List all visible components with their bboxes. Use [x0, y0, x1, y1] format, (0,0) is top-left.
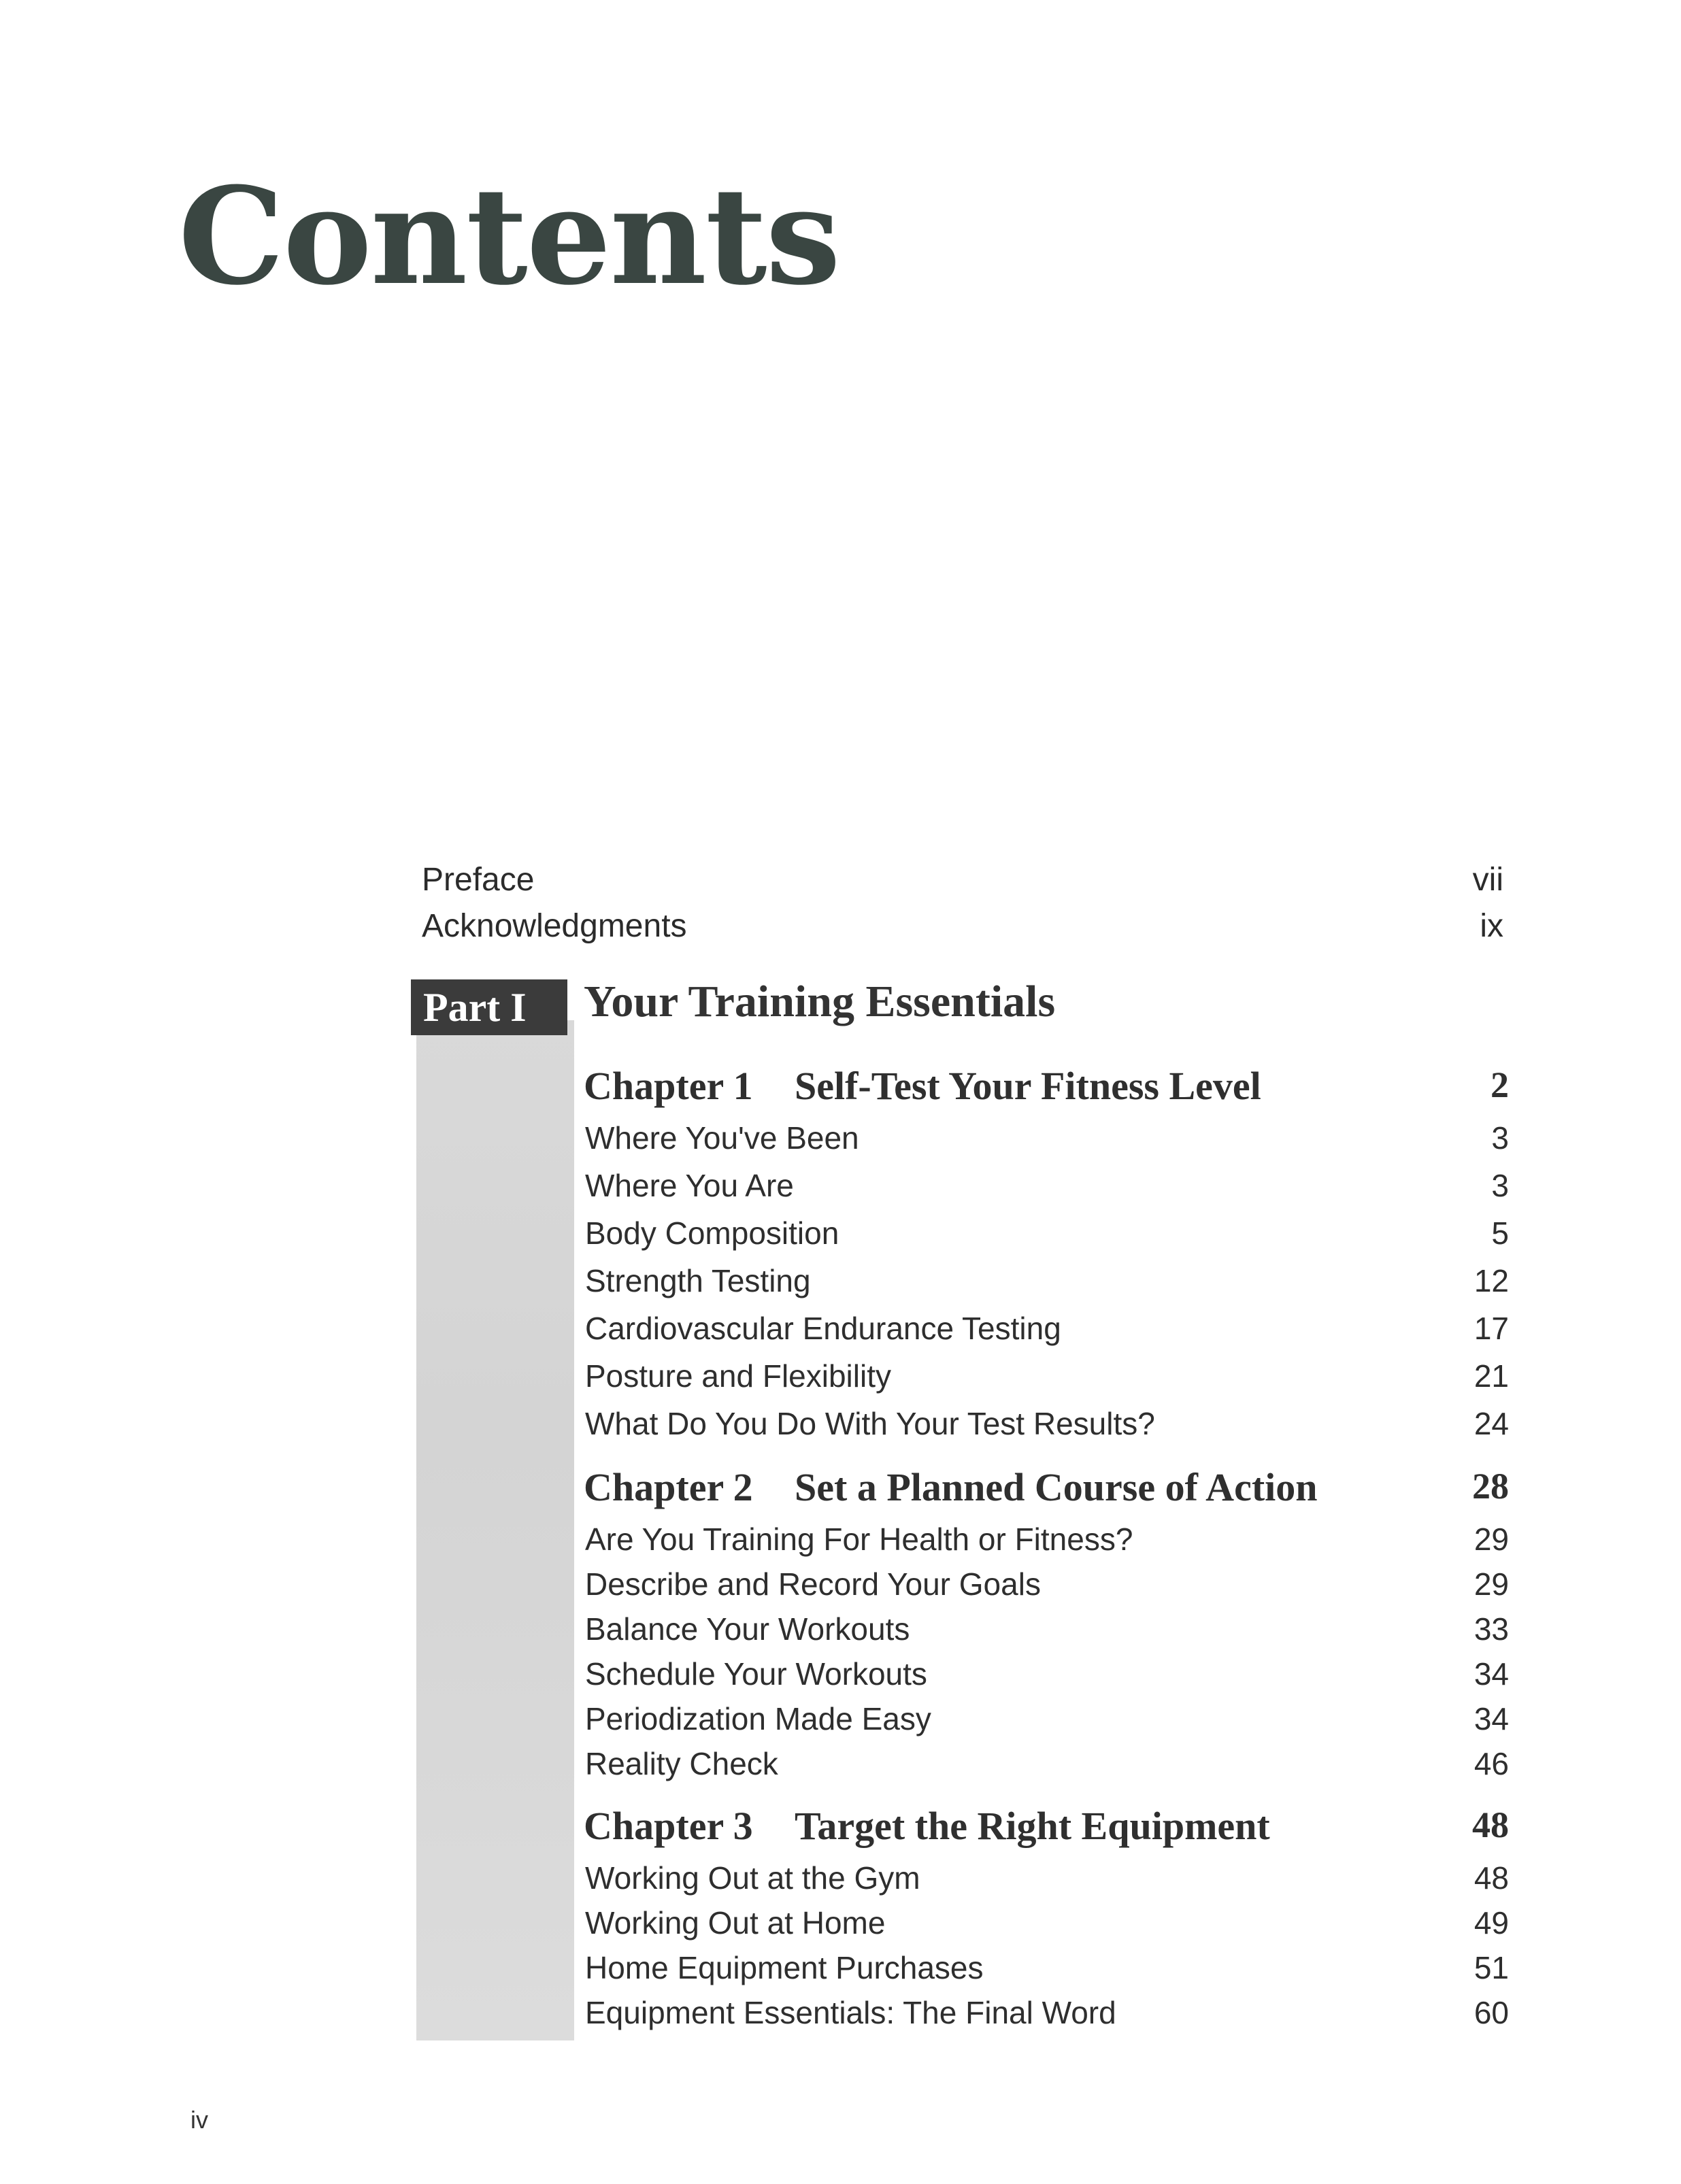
toc-section-label: Are You Training For Health or Fitness? [585, 1522, 1133, 1557]
toc-section-row[interactable] [585, 1568, 1509, 1609]
chapter-number: Chapter 3 [584, 1804, 753, 1848]
toc-section-page: 5 [1491, 1215, 1509, 1251]
chapter-title: Target the Right Equipment [795, 1804, 1270, 1848]
toc-section-page: 49 [1474, 1905, 1509, 1941]
part-tag: Part I [411, 979, 567, 1035]
toc-section-row[interactable] [585, 1748, 1509, 1789]
toc-section-row[interactable] [585, 1658, 1509, 1699]
toc-entry-label: Acknowledgments [422, 908, 687, 944]
toc-section-label: Body Composition [585, 1215, 839, 1251]
toc-section-row[interactable] [585, 1524, 1509, 1564]
toc-section-label: Schedule Your Workouts [585, 1656, 927, 1692]
toc-entry-label: Preface [422, 862, 535, 898]
toc-section-row[interactable] [585, 1613, 1509, 1654]
toc-section-page: 51 [1474, 1950, 1509, 1985]
toc-section-label: What Do You Do With Your Test Results? [585, 1406, 1155, 1441]
toc-section-label: Posture and Flexibility [585, 1358, 891, 1394]
toc-section-row[interactable] [585, 1997, 1509, 2038]
toc-section-row[interactable] [585, 1862, 1509, 1903]
toc-section-page: 34 [1474, 1656, 1509, 1692]
chapter-title: Self-Test Your Fitness Level [795, 1064, 1261, 1108]
toc-section-page: 48 [1474, 1860, 1509, 1896]
toc-entry-page: ix [1480, 908, 1503, 944]
toc-section-row[interactable] [585, 1122, 1509, 1163]
toc-section-label: Working Out at the Gym [585, 1860, 920, 1896]
toc-section-label: Periodization Made Easy [585, 1701, 931, 1736]
toc-section-page: 21 [1474, 1358, 1509, 1394]
toc-section-page: 3 [1491, 1120, 1509, 1156]
toc-chapter-1[interactable] [584, 1066, 1509, 1114]
toc-section-label: Equipment Essentials: The Final Word [585, 1995, 1116, 2030]
toc-chapter-3[interactable] [584, 1804, 1509, 1854]
toc-section-row[interactable] [585, 1952, 1509, 1993]
toc-section-row[interactable] [585, 1217, 1509, 1258]
toc-section-row[interactable] [585, 1408, 1509, 1449]
toc-section-page: 34 [1474, 1701, 1509, 1736]
toc-section-page: 29 [1474, 1566, 1509, 1602]
chapter-number: Chapter 1 [584, 1064, 753, 1108]
toc-section-label: Strength Testing [585, 1263, 811, 1298]
toc-section-page: 33 [1474, 1611, 1509, 1647]
toc-section-label: Working Out at Home [585, 1905, 886, 1941]
toc-section-page: 29 [1474, 1522, 1509, 1557]
toc-section-row[interactable] [585, 1313, 1509, 1354]
toc-section-label: Describe and Record Your Goals [585, 1566, 1041, 1602]
toc-section-page: 12 [1474, 1263, 1509, 1298]
toc-section-row[interactable] [585, 1703, 1509, 1744]
toc-entry-page: vii [1472, 862, 1503, 898]
chapter-page: 2 [1491, 1064, 1509, 1105]
part-sidebar-band [416, 1020, 574, 2040]
toc-section-page: 60 [1474, 1995, 1509, 2030]
toc-chapter-2[interactable] [584, 1465, 1509, 1515]
part-title[interactable]: Your Training Essentials [584, 977, 1056, 1026]
toc-section-label: Cardiovascular Endurance Testing [585, 1311, 1061, 1346]
toc-section-page: 46 [1474, 1746, 1509, 1781]
toc-section-label: Where You've Been [585, 1120, 859, 1156]
toc-section-page: 3 [1491, 1168, 1509, 1203]
toc-section-row[interactable] [585, 1170, 1509, 1211]
toc-section-label: Where You Are [585, 1168, 794, 1203]
toc-section-page: 17 [1474, 1311, 1509, 1346]
chapter-page: 48 [1472, 1804, 1509, 1845]
page-folio: iv [190, 2106, 208, 2134]
page-title: Contents [178, 158, 839, 315]
toc-section-row[interactable] [585, 1907, 1509, 1948]
toc-section-label: Home Equipment Purchases [585, 1950, 984, 1985]
chapter-title: Set a Planned Course of Action [795, 1465, 1318, 1509]
toc-section-page: 24 [1474, 1406, 1509, 1441]
toc-section-row[interactable] [585, 1360, 1509, 1401]
chapter-number: Chapter 2 [584, 1465, 753, 1509]
toc-section-label: Balance Your Workouts [585, 1611, 910, 1647]
toc-section-label: Reality Check [585, 1746, 778, 1781]
toc-section-row[interactable] [585, 1265, 1509, 1306]
chapter-page: 28 [1472, 1466, 1509, 1507]
